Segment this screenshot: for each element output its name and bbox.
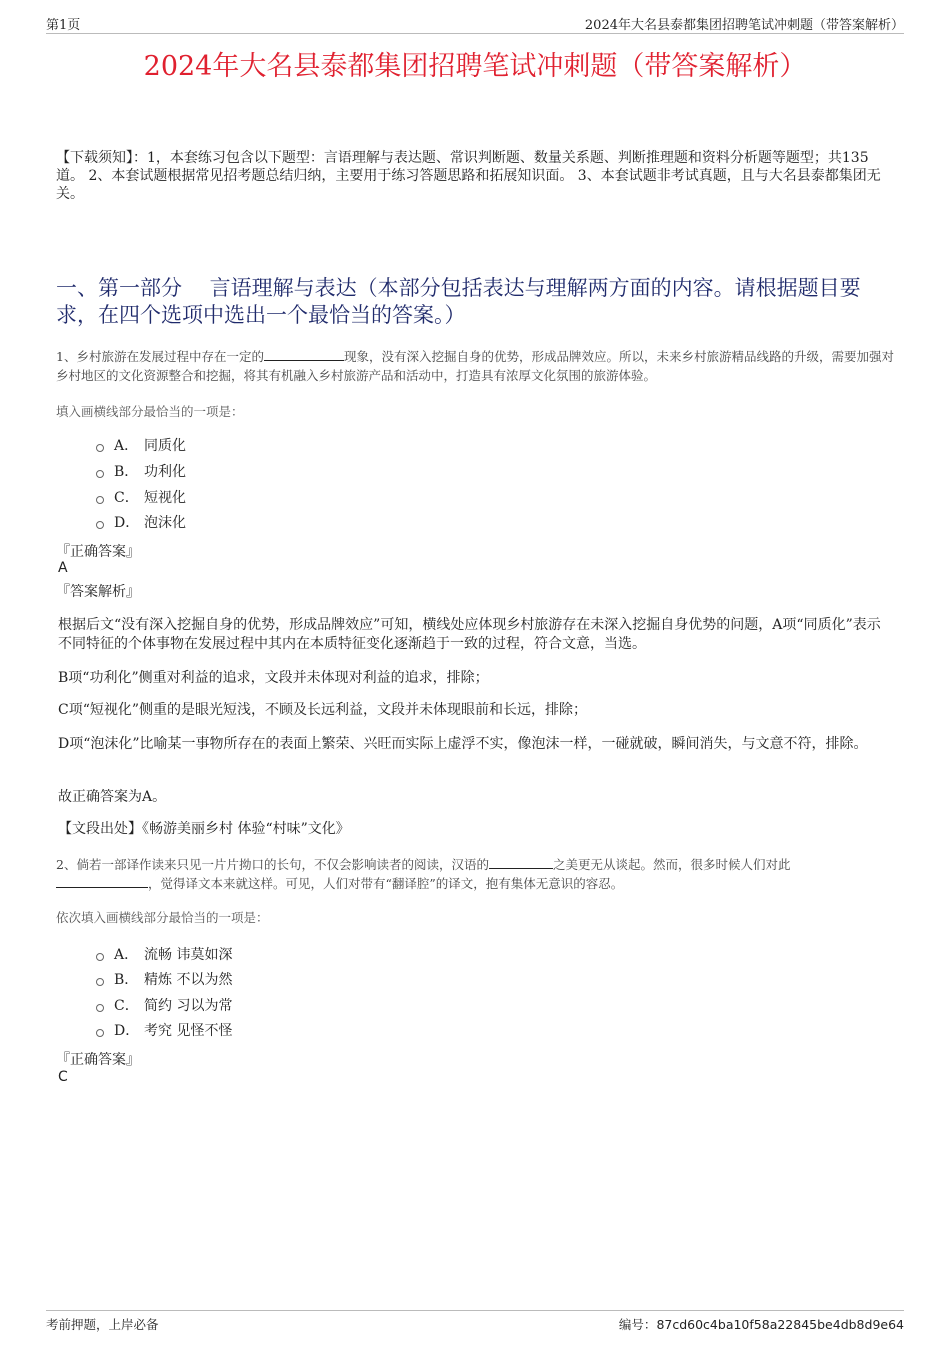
option-text: 考究 见怪不怪: [144, 1023, 233, 1039]
question-1-blank: [264, 348, 344, 361]
option-text: 同质化: [144, 438, 186, 454]
question-1-stem-part2: 现象，没有深入挖掘自身的优势，形成品牌效应。所以，未来乡村旅游精品线路的升级，需要加强对乡村地区的文化资源整合和挖掘，将其有机融入乡村旅游产品和活动中，打造具有浓厚文化氛围的旅游体验。: [56, 349, 894, 383]
question-2-stem-part3: ，觉得译文本来就这样。可见，人们对带有“翻译腔”的译文，抱有集体无意识的容忍。: [148, 876, 624, 891]
question-1-answer: A: [58, 560, 68, 576]
question-2-option-a[interactable]: [96, 943, 232, 965]
footer-code: [619, 1315, 904, 1333]
radio-icon[interactable]: [96, 953, 104, 961]
question-1-stem-part1: 1、乡村旅游在发展过程中存在一定的: [56, 349, 264, 364]
radio-icon[interactable]: [96, 1004, 104, 1012]
question-1-option-a[interactable]: [96, 434, 186, 456]
radio-icon[interactable]: [96, 1029, 104, 1037]
question-1-stem: [56, 347, 898, 385]
download-notice: 【下载须知】：1，本套练习包含以下题型：言语理解与表达题、常识判断题、数量关系题、判断推理题和资料分析题等题型；共135道。 2、本套试题根据常见招考题总结归纳，主要用于练习答题思路和拓展知识面。 3、本套试题非考试真题，且与大名县泰都集团无关。: [56, 150, 881, 202]
analysis-conclusion: 故正确答案为A。: [58, 789, 167, 805]
option-letter: C．: [114, 490, 139, 506]
footer-code-value: 87cd60c4ba10f58a22845be4db8d9e64: [656, 1317, 904, 1332]
question-2-answer: C: [58, 1069, 68, 1085]
question-1-source: 【文段出处】《畅游美丽乡村 体验“村味”文化》: [58, 821, 350, 837]
option-letter: D．: [114, 1023, 140, 1039]
option-text: 流畅 讳莫如深: [144, 947, 233, 963]
question-1-option-c[interactable]: [96, 486, 186, 508]
option-text: 功利化: [144, 464, 186, 480]
option-letter: A．: [114, 438, 139, 454]
question-1-analysis-label: 『答案解析』: [56, 584, 140, 600]
option-text: 简约 习以为常: [144, 998, 233, 1014]
question-2-stem-part2: 之美更无从谈起。然而，很多时候人们对此: [552, 857, 791, 872]
header-doc-title: 2024年大名县泰都集团招聘笔试冲刺题（带答案解析）: [584, 18, 904, 33]
option-text: 泡沫化: [144, 515, 186, 531]
footer-slogan: 考前押题，上岸必备: [46, 1317, 159, 1332]
header-divider: [46, 33, 904, 34]
footer-divider: [46, 1310, 904, 1311]
question-2-blank-2: [56, 875, 148, 888]
option-letter: B．: [114, 464, 139, 480]
page-number: 第1页: [46, 18, 81, 33]
analysis-paragraph: B项“功利化”侧重对利益的追求，文段并未体现对利益的追求，排除；: [58, 670, 489, 686]
radio-icon[interactable]: [96, 521, 104, 529]
option-letter: D．: [114, 515, 140, 531]
question-2-option-b[interactable]: [96, 968, 232, 990]
question-1-option-d[interactable]: [96, 511, 186, 533]
radio-icon[interactable]: [96, 496, 104, 504]
question-1-answer-label: 『正确答案』: [56, 544, 140, 560]
radio-icon[interactable]: [96, 444, 104, 452]
question-2-stem: [56, 855, 898, 893]
radio-icon[interactable]: [96, 470, 104, 478]
page-title: 2024年大名县泰都集团招聘笔试冲刺题（带答案解析）: [143, 51, 807, 82]
question-2-answer-label: 『正确答案』: [56, 1052, 140, 1068]
footer-code-label: 编号：: [618, 1317, 657, 1332]
question-2-blank-1: [489, 856, 553, 869]
question-2-option-c[interactable]: [96, 994, 232, 1016]
option-text: 短视化: [144, 490, 186, 506]
option-letter: B．: [114, 972, 139, 988]
section-heading: 一、第一部分 言语理解与表达（本部分包括表达与理解两方面的内容。请根据题目要求，在四个选项中选出一个最恰当的答案。）: [56, 276, 861, 327]
question-2-option-d[interactable]: [96, 1019, 232, 1041]
analysis-paragraph: C项“短视化”侧重的是眼光短浅，不顾及长远利益，文段并未体现眼前和长远，排除；: [58, 702, 588, 718]
question-1-prompt: 填入画横线部分最恰当的一项是：: [56, 404, 244, 419]
question-1-option-b[interactable]: [96, 460, 186, 482]
analysis-paragraph: D项“泡沫化”比喻某一事物所存在的表面上繁荣、兴旺而实际上虚浮不实，像泡沫一样，一碰就破，瞬间消失，与文意不符，排除。: [58, 736, 868, 752]
question-2-stem-part1: 2、倘若一部译作读来只见一片片拗口的长句，不仅会影响读者的阅读，汉语的: [56, 857, 489, 872]
option-text: 精炼 不以为然: [144, 972, 233, 988]
option-letter: C．: [114, 998, 139, 1014]
analysis-paragraph: 根据后文“没有深入挖掘自身的优势，形成品牌效应”可知，横线处应体现乡村旅游存在未深入挖掘自身优势的问题，A项“同质化”表示不同特征的个体事物在发展过程中其内在本质特征变化逐渐趋于一致的过程，符合文意，当选。: [58, 617, 881, 652]
option-letter: A．: [114, 947, 139, 963]
question-2-prompt: 依次填入画横线部分最恰当的一项是：: [56, 910, 269, 925]
radio-icon[interactable]: [96, 978, 104, 986]
